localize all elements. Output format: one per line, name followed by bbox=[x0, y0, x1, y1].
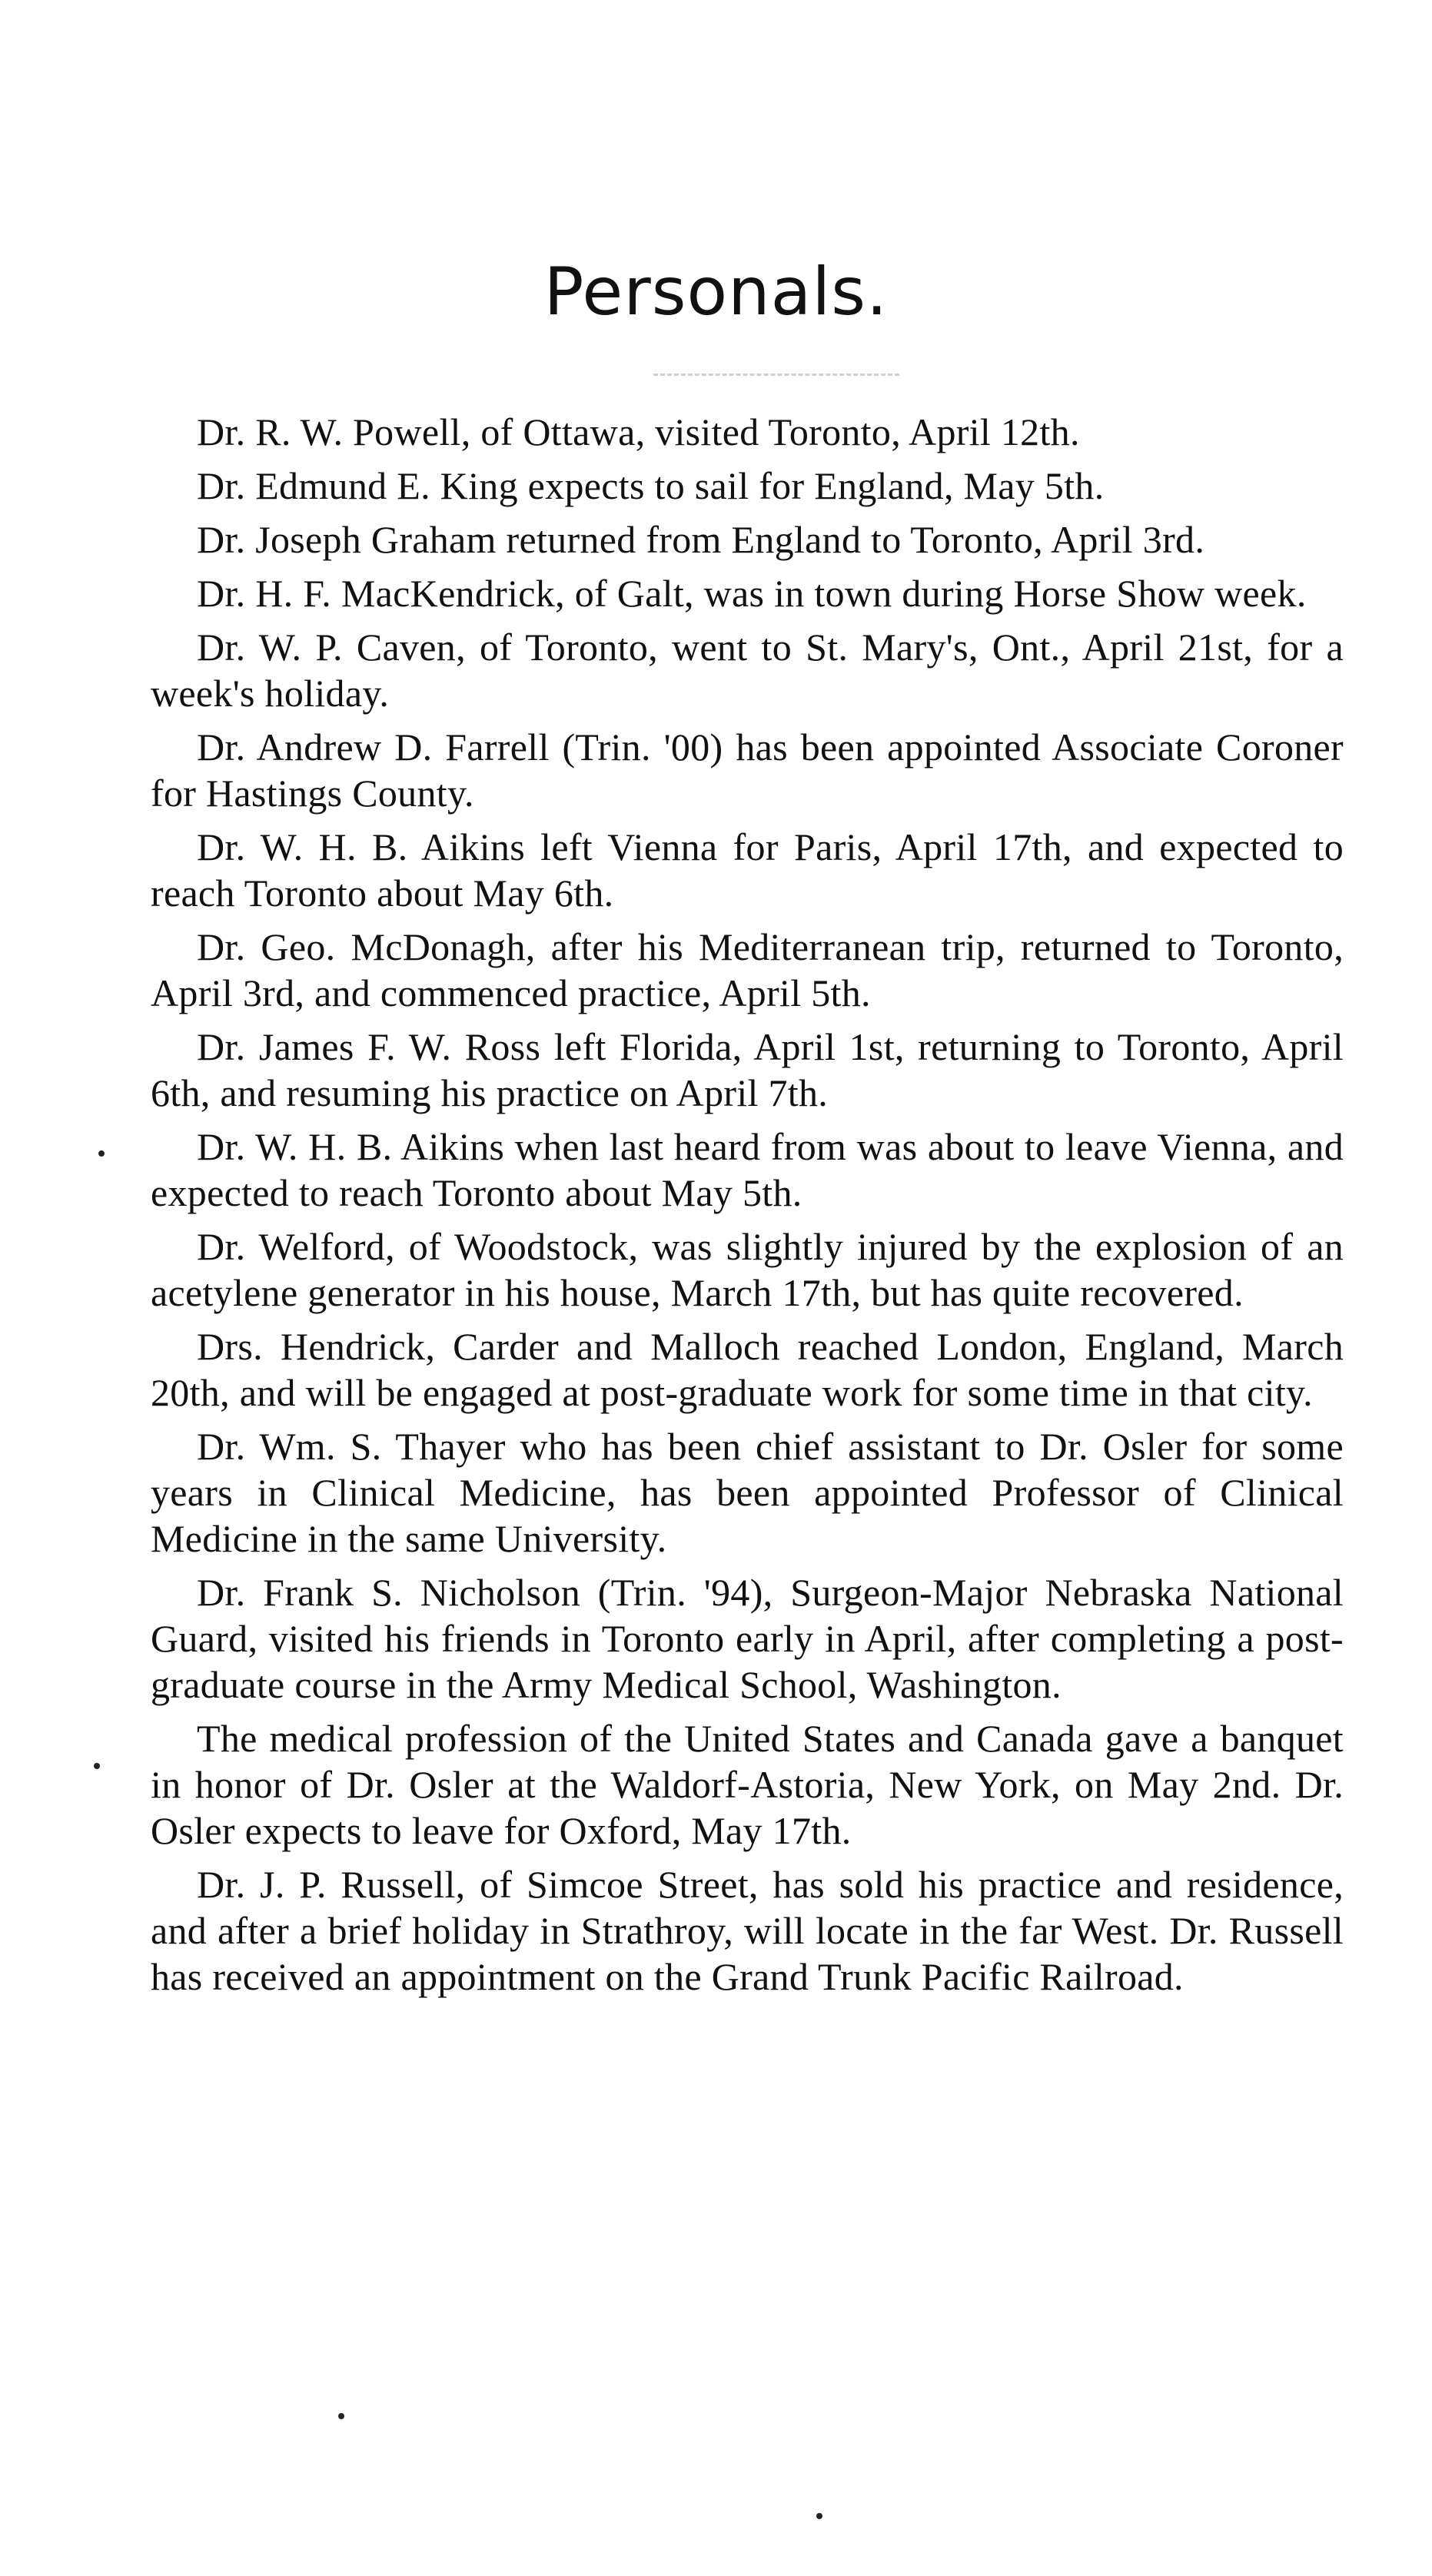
personal-item: Dr. Welford, of Woodstock, was slightly injured by the explosion of an acetylene generator in his house, March 17th, but has quite recovered. bbox=[151, 1225, 1344, 1314]
title-divider bbox=[653, 373, 899, 379]
personal-item: Dr. Geo. McDonagh, after his Mediterranean trip, returned to Toronto, April 3rd, and commenced practice, April 5th. bbox=[151, 925, 1344, 1014]
personal-item: Dr. R. W. Powell, of Ottawa, visited Toronto, April 12th. bbox=[197, 410, 1080, 453]
ink-speck bbox=[816, 2513, 822, 2519]
personal-item: Dr. W. P. Caven, of Toronto, went to St. Mary's, Ont., April 21st, for a week's holiday. bbox=[151, 626, 1344, 715]
personal-item: Dr. W. H. B. Aikins when last heard from was about to leave Vienna, and expected to reach Toronto about May 5th. bbox=[151, 1125, 1344, 1214]
personal-item: Dr. Frank S. Nicholson (Trin. '94), Surgeon-Major Nebraska National Guard, visited his friends in Toronto early in April, after completing a post-graduate course in the Army Medical School, Washington. bbox=[151, 1571, 1344, 1706]
personals-column bbox=[151, 409, 1344, 2007]
personal-item: Dr. H. F. MacKendrick, of Galt, was in town during Horse Show week. bbox=[197, 572, 1307, 615]
personal-item: Dr. Andrew D. Farrell (Trin. '00) has been appointed Associate Coroner for Hastings County. bbox=[151, 725, 1344, 815]
personal-item: Dr. J. P. Russell, of Simcoe Street, has sold his practice and residence, and after a brief holiday in Strathroy, will locate in the far West. Dr. Russell has received an appointment on the Grand Trunk Pacific Railroad. bbox=[151, 1863, 1344, 1998]
ink-speck bbox=[338, 2413, 344, 2419]
personal-item: Dr. Joseph Graham returned from England to Toronto, April 3rd. bbox=[197, 518, 1205, 561]
personal-item: Drs. Hendrick, Carder and Malloch reached London, England, March 20th, and will be engaged at post-graduate work for some time in that city. bbox=[151, 1325, 1344, 1414]
page-title: Personals. bbox=[543, 254, 889, 330]
ink-speck bbox=[98, 1150, 105, 1157]
personal-item: Dr. W. H. B. Aikins left Vienna for Paris, April 17th, and expected to reach Toronto about May 6th. bbox=[151, 825, 1344, 915]
personal-item: Dr. James F. W. Ross left Florida, April 1st, returning to Toronto, April 6th, and resuming his practice on April 7th. bbox=[151, 1025, 1344, 1114]
personal-item: Dr. Wm. S. Thayer who has been chief assistant to Dr. Osler for some years in Clinical Medicine, has been appointed Professor of Clinical Medicine in the same University. bbox=[151, 1425, 1344, 1560]
ink-speck bbox=[94, 1763, 100, 1769]
personal-item: Dr. Edmund E. King expects to sail for England, May 5th. bbox=[197, 464, 1105, 507]
personal-item: The medical profession of the United States and Canada gave a banquet in honor of Dr. Osler at the Waldorf-Astoria, New York, on May 2nd. Dr. Osler expects to leave for Oxford, May 17th. bbox=[151, 1717, 1344, 1852]
